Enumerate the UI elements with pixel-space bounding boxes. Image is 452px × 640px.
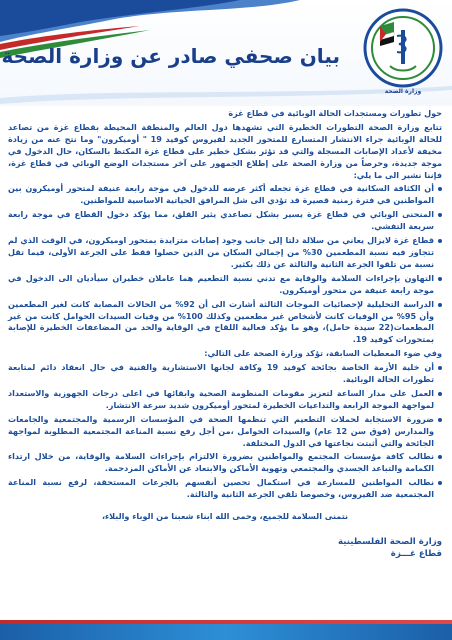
page-title: بيان صحفي صادر عن وزارة الصحة <box>1 44 340 68</box>
bullet-icon <box>438 303 442 307</box>
logo-label: وزارة الصحة <box>384 88 422 95</box>
bullet-icon <box>438 239 442 243</box>
statement-point-text: نطالب المواطنين للمسارعة في استكمال تحصين أنفسهم بالجرعات المستحقة، لرفع نسبة المناعة المجتمعية ضد الفيروس، وخصوصا تلقي الجرعة الثانية والثالثة. <box>8 477 434 500</box>
statement-point-text: الدراسة التحليلية لإحصائيات الموجات الثالثة أشارت الى أن 92% من الحالات المصابة كانت لغير المطعمين وأن 95% من الوفيات كانت لأشخاص غير مطعمين وكذلك 100% من وفيات السيدات الحوامل كانت من غير المطعمات(22 سيدة حامل)، وهو ما يؤكد فعالية اللقاح في الوقاية والحد من المضاعفات الخطيرة للإصابة بمتحورات كوفيد 19. <box>8 298 435 345</box>
statement-point-text: أن خلية الأزمة الخاصة بجائحة كوفيد 19 وكافة لجانها الاستشارية والفنية في حال انعقاد دائم لمتابعة تطورات الحالة الوبائية. <box>8 362 434 385</box>
statement-point <box>8 362 442 386</box>
ministry-emblem-icon <box>360 6 446 90</box>
bullet-icon <box>438 418 442 422</box>
signature-ministry: وزارة الصحة الفلسطينية <box>337 537 442 547</box>
statement-point-text: نطالب كافة مؤسسات المجتمع والمواطنين بضرورة الالتزام بإجراءات السلامة والوقاية، من خلال ارتداء الكمامة والتباعد الجسدي والمجتمعي وتهوية الأماكن والابتعاد عن الأماكن المزدحمة. <box>8 451 434 474</box>
bullet-icon <box>438 213 442 217</box>
signature-region: قطاع غـــزة <box>390 548 442 559</box>
statement-point <box>8 348 442 360</box>
statement-intro: حول تطورات ومستجدات الحالة الوبائية في قطاع غزة <box>228 108 442 118</box>
closing-line: نتمنى السلامة للجميع، وحمى الله ابناء شعبنا من الوباء والبلاء، <box>101 511 349 522</box>
bullet-icon <box>438 187 442 191</box>
statement-point-text: المنحنى الوبائي في قطاع غزة يسير بشكل تصاعدي يثير القلق، مما يؤكد دخول القطاع في موجة رابعة سريعة التفشي. <box>8 209 434 232</box>
statement-point <box>8 209 442 233</box>
statement-point <box>8 183 442 207</box>
statement-point <box>8 477 442 501</box>
statement-point-text: وفي ضوء المعطيات السابقة، تؤكد وزارة الصحة على التالي: <box>204 348 442 359</box>
statement-point <box>8 388 442 412</box>
statement-points <box>8 183 442 501</box>
statement-point <box>8 451 442 475</box>
statement-point <box>8 299 442 347</box>
statement-point <box>8 235 442 271</box>
page-header <box>0 0 452 106</box>
statement-point <box>8 273 442 297</box>
statement-point <box>8 414 442 450</box>
bullet-icon <box>438 455 442 459</box>
statement-point-text: التهاون بإجراءات السلامة والوقاية مع تدني نسبة التطعيم هما عاملان خطيران سيأديان الى الدخول في موجة رابعة عنيفة من متحور أوميكرون. <box>8 272 434 295</box>
statement-point-text: العمل على مدار الساعة لتعزيز مقومات المنظومة الصحية وابقائها في اعلى درجات الجهوزية والاستعداد لمواجهة الموجة الرابعة والتداعيات الخطيرة لمتحور أوميكرون شديد سرعة الانتشار. <box>8 387 434 410</box>
bullet-icon <box>438 277 442 281</box>
bullet-icon <box>438 481 442 485</box>
bullet-icon <box>438 366 442 370</box>
statement-point-text: قطاع غزة لايزال يعاني من سلالة دلتا إلى جانب وجود إصابات متزايدة بمتحور اوميكرون، في الوقت الذي لم تتجاوز فيه نسبة المطعمين 30% من إجمالي السكان من الذين حصلوا فقط على الجرعة الأولى، فيما تقل نسبة من تلقوا الجرعة الثانية والثالثة عن ذلك بكثير. <box>8 235 434 269</box>
statement-paragraph: تتابع وزارة الصحة التطورات الخطيرة التي تشهدها دول العالم والمنطقة المحيطة بقطاع غزة من تصاعد للحالة الوبائية جراء الانتشار المتسارع للمتحور الجديد لفيروس كوفيد 19 " أوميكرون" وما نتج عنه من زيادة مخيفة لأعداد الإصابات المسجلة والتي قد تؤثر بشكل خطير على قطاع غزة المكتظ بالسكان، حال الدخول في موجة جديدة، وحرصاً من وزارة الصحة على إطلاع الجمهور على آخر مستجدات الوضع الوبائي في قطاع غزة، فإننا نشير الى ما يلي: <box>8 121 442 180</box>
statement-body <box>8 108 442 561</box>
bullet-icon <box>438 392 442 396</box>
signature-block <box>8 537 442 561</box>
statement-point-text: ضرورة الاستجابة لحملات التطعيم التي تنظمها الصحة في المؤسسات الرسمية والمجتمعية والجامعات والمدارس (فوق سن 12 عام) والسيدات الحوامل ،من أجل رفع نسبة المناعة المجتمعية المطلوبة لمواجهة الجائحة والتي أثبتت نجاعتها في الدول المختلفة. <box>8 413 434 448</box>
ministry-logo <box>360 6 446 102</box>
statement-point-text: أن الكثافة السكانية في قطاع غزة تجعله أكثر عرضه للدخول في موجة رابعة عنيفة لمتحور أوميكرون بين المواطنين في فترة زمنية قصيرة قد تؤدي الى شل المرافق الحياتية الاساسية للمواطنين. <box>8 183 434 206</box>
page-footer <box>0 624 452 640</box>
